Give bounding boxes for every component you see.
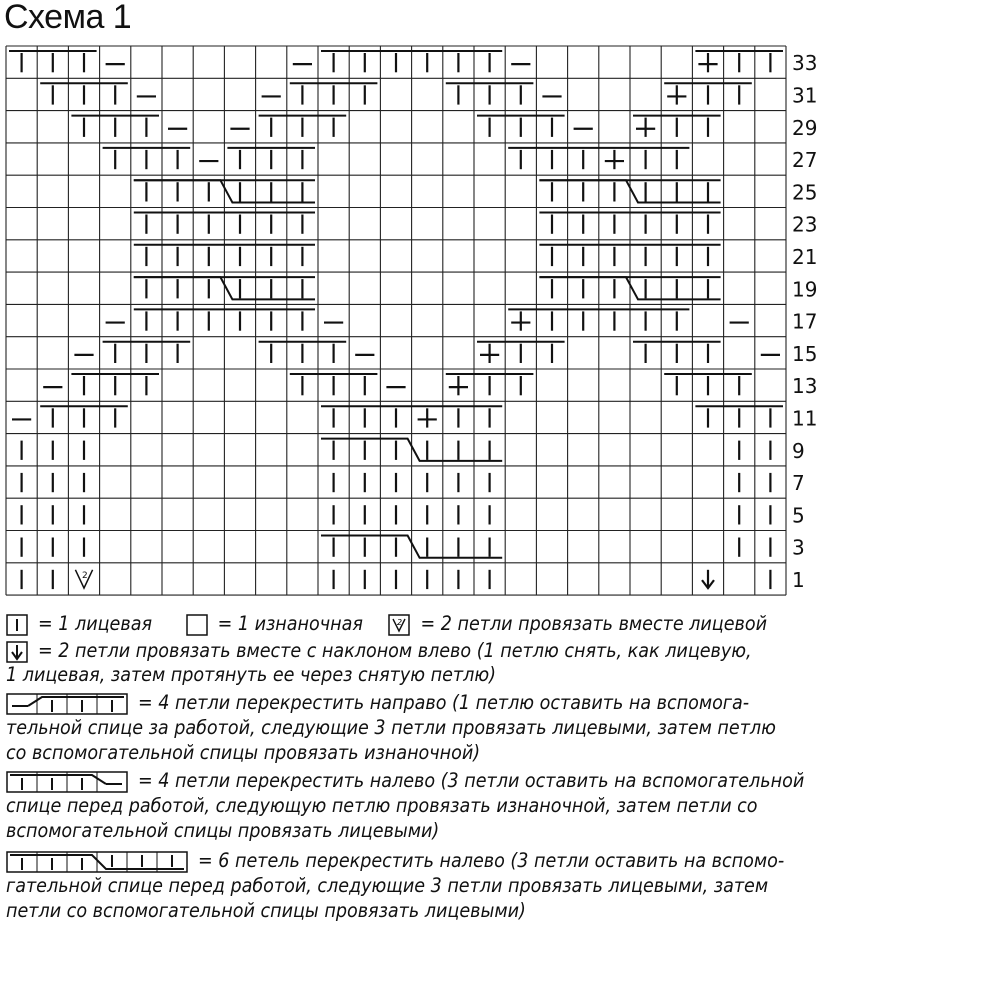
knit-symbol-icon [6,614,28,636]
purl-symbol-icon [186,614,208,636]
ssk-legend-cont: 1 лицевая, затем протянуть ее через снятую петлю) [6,663,496,686]
cross-right-legend-cont: тельной спице за работой, следующие 3 петли провязать лицевыми, затем петлю [6,716,776,739]
cable-6-legend-cont-2: петли со вспомогательной спицы провязать лицевыми) [6,899,526,922]
cross-left-legend-label: = 4 петли перекрестить налево (3 петли оставить на вспомогательной [138,769,805,792]
cross-left-4-symbol-icon [6,771,128,793]
ssk-legend-label: = 2 петли провязать вместе с наклоном влево (1 петлю снять, как лицевую, [38,639,752,662]
cross-left-legend-cont-2: вспомогательной спицы провязать лицевыми) [6,819,440,842]
k2tog-legend-label: = 2 петли провязать вместе лицевой [420,612,768,635]
knit-legend-label: = 1 лицевая [38,612,152,635]
row-number: 11 [792,406,818,431]
cross-right-legend-label: = 4 петли перекрестить направо (1 петлю оставить на вспомога- [138,691,750,714]
row-number: 7 [792,471,805,496]
k2tog-symbol-icon [388,614,410,636]
row-number: 23 [792,212,818,237]
row-number: 25 [792,180,818,205]
k2tog-mark-digit: 2 [82,570,88,581]
row-number: 19 [792,277,818,302]
row-number: 5 [792,503,805,528]
cable-6-legend-label: = 6 петель перекрестить налево (3 петли оставить на вспомо- [198,849,785,872]
legend-row-5 [6,849,784,873]
svg-text:2: 2 [397,617,403,627]
row-number: 21 [792,244,818,269]
row-number: 29 [792,115,818,140]
row-number: 9 [792,438,805,463]
cross-left-legend-cont: спице перед работой, следующую петлю провязать изнаночной, затем петли со [6,794,758,817]
legend-row-3 [6,691,749,715]
cable-6-legend-cont: гательной спице перед работой, следующие 3 петли провязать лицевыми, затем [6,874,769,897]
legend-row-1 [6,612,767,636]
cross-right-4-symbol-icon [6,693,128,715]
row-number: 17 [792,309,818,334]
row-number: 13 [792,374,818,399]
legend-row-2 [6,639,752,663]
chart-title: Схема 1 [4,0,132,36]
row-number: 3 [792,535,805,560]
row-number: 33 [792,51,818,76]
row-number: 27 [792,148,818,173]
cable-6-left-symbol-icon [6,851,188,873]
row-number: 31 [792,83,818,108]
purl-legend-label: = 1 изнаночная [217,612,363,635]
row-number: 15 [792,341,818,366]
legend-row-4 [6,769,804,793]
cross-right-legend-cont-2: со вспомогательной спицы провязать изнаночной) [6,741,481,764]
row-number: 1 [792,567,805,592]
ssk-symbol-icon [6,641,28,663]
